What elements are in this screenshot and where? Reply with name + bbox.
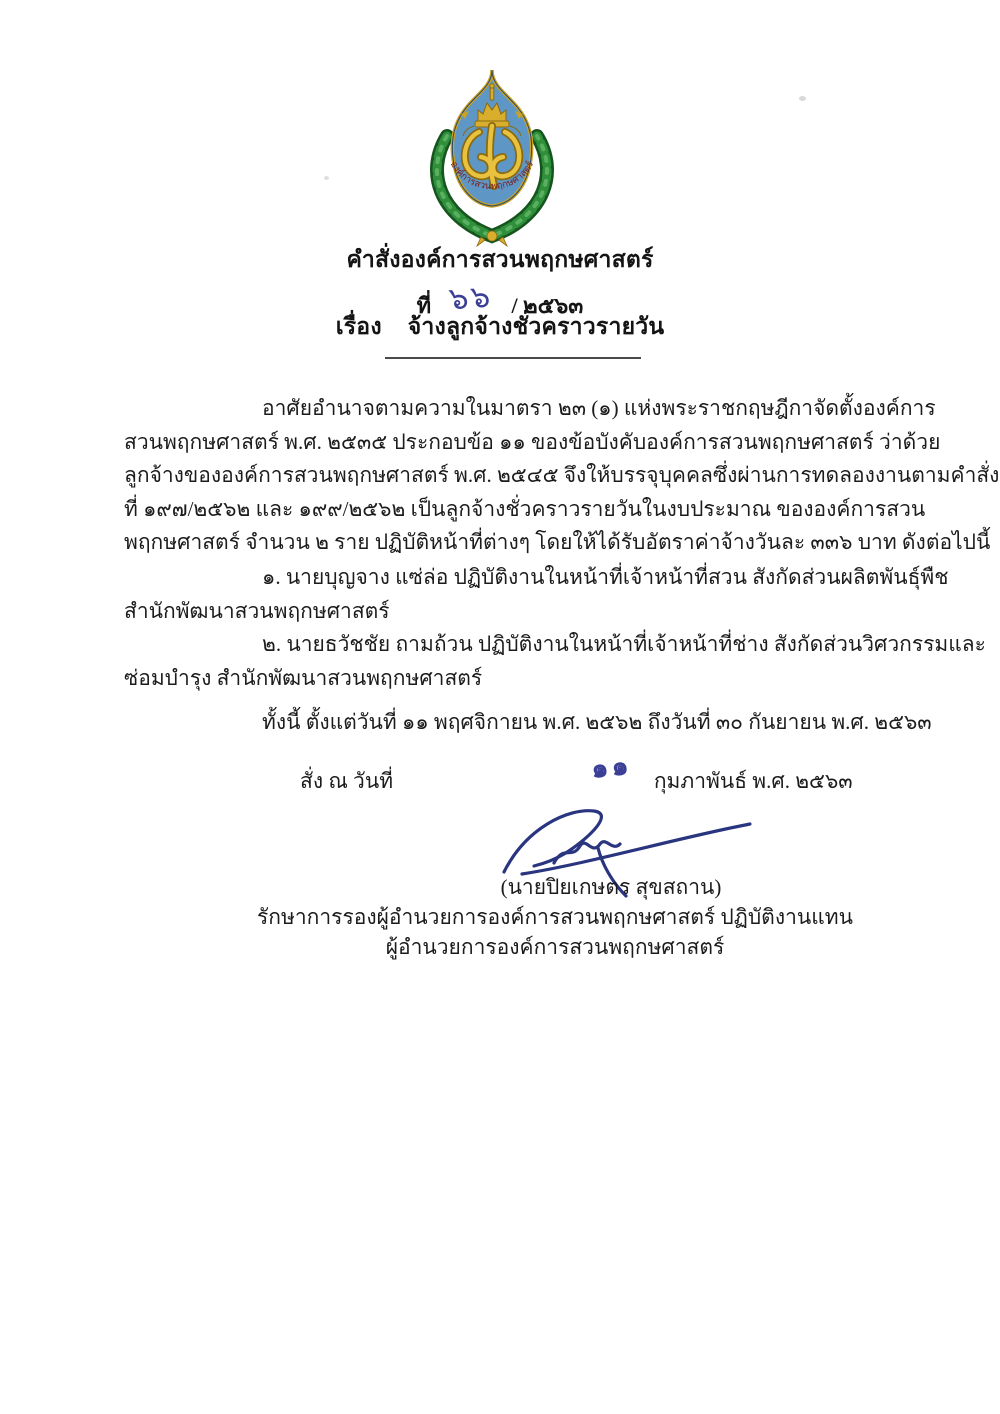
signer-title-line2: ผู้อำนวยการองค์การสวนพฤกษศาสตร์ xyxy=(385,935,725,959)
paragraph-line: ลูกจ้างขององค์การสวนพฤกษศาสตร์ พ.ศ. ๒๕๔๕ จึงให้บรรจุบุคคลซึ่งผ่านการทดลองงานตามคำสั่ง xyxy=(124,463,1000,488)
paragraph-line: ที่ ๑๙๗/๒๕๖๒ และ ๑๙๙/๒๕๖๒ เป็นลูกจ้างชั่วคราวรายวันในงบประมาณ ขององค์การสวน xyxy=(124,496,926,521)
subject-text: จ้างลูกจ้างชั่วคราวรายวัน xyxy=(407,314,665,339)
svg-text:องค์การสวนพฤกษศาสตร์: องค์การสวนพฤกษศาสตร์ xyxy=(447,160,537,193)
order-date-prefix: สั่ง ณ วันที่ xyxy=(300,768,394,793)
order-date-handwritten-day: ๑๑ xyxy=(589,749,634,784)
item1-line: ๑. นายบุญจาง แซ่ล่อ ปฏิบัติงานในหน้าที่เจ้าหน้าที่สวน สังกัดส่วนผลิตพันธุ์พืช xyxy=(262,564,949,589)
scan-speck xyxy=(799,96,806,101)
title-divider-rule xyxy=(385,357,641,359)
paragraph-line: อาศัยอำนาจตามความในมาตรา ๒๓ (๑) แห่งพระราชกฤษฎีกาจัดตั้งองค์การ xyxy=(262,396,936,420)
subject-label: เรื่อง xyxy=(335,314,382,339)
document-title: คำสั่งองค์การสวนพฤกษศาสตร์ xyxy=(346,247,654,272)
order-date-line xyxy=(124,749,886,799)
signer-name: (นายปิยเกษตร สุขสถาน) xyxy=(500,875,722,899)
scan-speck xyxy=(324,176,329,180)
order-number-year: / ๒๕๖๓ xyxy=(511,293,584,318)
order-date-suffix: กุมภาพันธ์ พ.ศ. ๒๕๖๓ xyxy=(653,768,853,793)
paragraph-line: สวนพฤกษศาสตร์ พ.ศ. ๒๕๓๕ ประกอบข้อ ๑๑ ของข้อบังคับองค์การสวนพฤกษศาสตร์ ว่าด้วย xyxy=(124,429,941,454)
order-number-handwritten: ๖๖ xyxy=(447,278,493,317)
item2-line: ๒. นายธวัชชัย ถามถ้วน ปฏิบัติงานในหน้าที่เจ้าหน้าที่ช่าง สังกัดส่วนวิศวกรรมและ xyxy=(262,632,986,657)
teardrop-emblem-icon xyxy=(417,64,567,249)
item2-line: ซ่อมบำรุง สำนักพัฒนาสวนพฤกษศาสตร์ xyxy=(124,665,483,690)
item1-line: สำนักพัฒนาสวนพฤกษศาสตร์ xyxy=(124,598,390,623)
effective-period-line: ทั้งนี้ ตั้งแต่วันที่ ๑๑ พฤศจิกายน พ.ศ. ๒๕๖๒ ถึงวันที่ ๓๐ กันยายน พ.ศ. ๒๕๖๓ xyxy=(262,710,932,735)
paragraph-line: พฤกษศาสตร์ จำนวน ๒ ราย ปฏิบัติหน้าที่ต่างๆ โดยให้ได้รับอัตราค่าจ้างวันละ ๓๓๖ บาท ดังต่อไปนี้ xyxy=(124,530,991,555)
order-number-prefix: ที่ xyxy=(416,293,432,318)
organization-emblem-logo xyxy=(417,64,567,249)
subject-line xyxy=(0,309,1000,345)
signer-title-line1: รักษาการรองผู้อำนวยการองค์การสวนพฤกษศาสตร์ ปฏิบัติงานแทน xyxy=(257,905,853,929)
document-body xyxy=(124,392,1000,799)
